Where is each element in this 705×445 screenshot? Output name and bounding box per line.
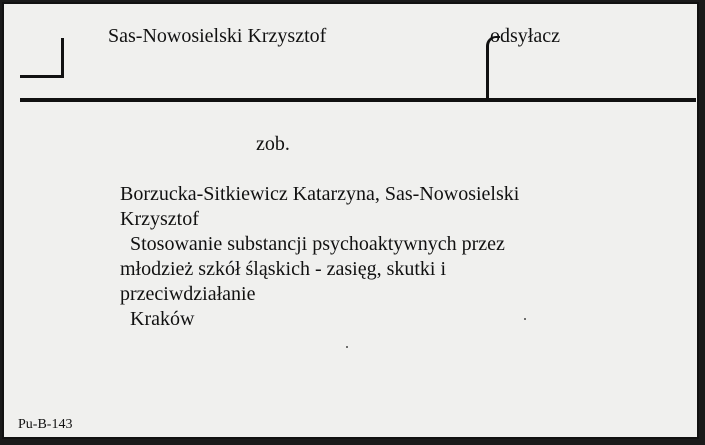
entry-authors-line-1: Borzucka-Sitkiewicz Katarzyna, Sas-Nowosielski [120,183,520,205]
catalog-card [2,2,699,439]
heading-author: Sas-Nowosielski Krzysztof [108,25,327,47]
bibliographic-entry [120,182,590,332]
corner-bracket-mark [20,38,64,78]
paper-speck [524,318,526,320]
entry-title-line-2: młodzież szkół śląskich - zasięg, skutki i [120,258,447,280]
entry-title-line-3: przeciwdziałanie [120,283,256,305]
heading-rule [20,98,696,102]
call-number-signature: Pu-B-143 [18,417,73,432]
entry-title-line-1: Stosowanie substancji psychoaktywnych przez [130,233,505,255]
paper-speck [346,346,348,348]
entry-authors-line-2: Krzysztof [120,208,199,230]
see-also-label: zob. [256,133,290,155]
entry-place: Kraków [130,308,195,330]
reference-label: odsyłacz [490,25,560,47]
